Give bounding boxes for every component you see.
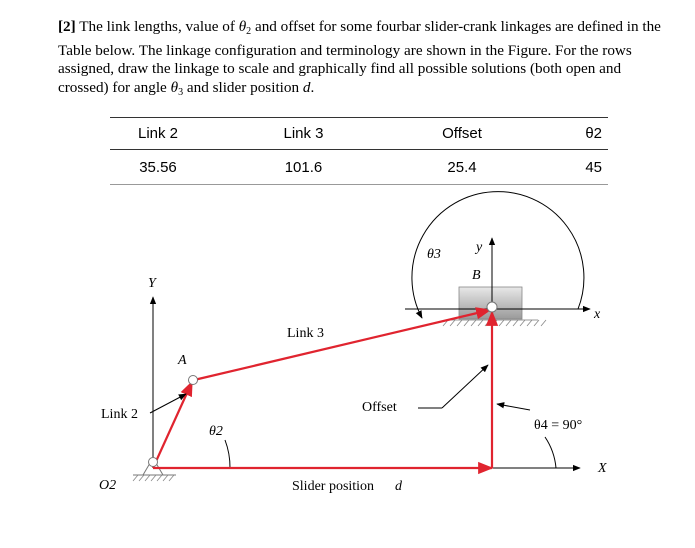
theta3-subscript: 3: [178, 86, 184, 98]
problem-number: [2]: [58, 18, 76, 35]
theta2-symbol: θ: [238, 18, 247, 35]
label-y-global: Y: [148, 276, 156, 291]
problem-text-1: The link lengths, value of: [79, 18, 235, 35]
label-theta2: θ2: [209, 424, 223, 439]
cell-theta2: 45: [523, 150, 608, 185]
theta4-arc: [545, 437, 556, 468]
link2-leader-arrow: [150, 394, 186, 413]
label-a: A: [178, 353, 187, 368]
pin-a: [189, 376, 198, 385]
d-symbol: d: [302, 78, 311, 96]
label-b: B: [472, 268, 481, 283]
theta4-leader-arrow: [497, 404, 530, 410]
problem-text-3: and slider position: [186, 78, 300, 96]
link2-vector: [153, 382, 192, 468]
cell-offset: 25.4: [401, 150, 523, 185]
theta3-symbol: θ: [170, 78, 179, 96]
label-y-local: y: [476, 240, 483, 255]
theta2-arc: [225, 440, 230, 468]
header-link2: Link 2: [110, 118, 206, 150]
label-theta4: θ4 = 90°: [534, 418, 583, 433]
link3-vector: [194, 310, 490, 380]
label-link3: Link 3: [287, 326, 324, 341]
label-link2: Link 2: [101, 407, 138, 422]
pin-b: [487, 302, 497, 312]
cell-link3: 101.6: [206, 150, 401, 185]
theta2-subscript: 2: [246, 26, 252, 37]
label-slider-position: Slider position: [292, 479, 375, 494]
label-x-local: x: [594, 307, 601, 322]
problem-text-end: .: [310, 78, 315, 96]
problem-text-2: and offset for some fourbar slider-crank linkages are defined in the Table below. The linkage configuration and terminology are shown in the Figure. For the rows assigned, draw the linkage to scale and graphically find all possible solutions (both open and crossed) for angle: [58, 18, 661, 96]
header-link3: Link 3: [206, 118, 401, 150]
header-offset: Offset: [401, 118, 523, 150]
header-theta2: θ2: [523, 118, 608, 150]
label-theta3: θ3: [427, 247, 441, 262]
label-x-global: X: [598, 461, 607, 476]
label-o2: O2: [99, 478, 117, 493]
pin-o2: [149, 458, 158, 467]
label-d: d: [395, 479, 402, 494]
cell-link2: 35.56: [110, 150, 206, 185]
offset-leader-arrow: [442, 365, 488, 408]
slider-ground-hatch: [443, 320, 546, 326]
label-offset: Offset: [362, 400, 397, 415]
